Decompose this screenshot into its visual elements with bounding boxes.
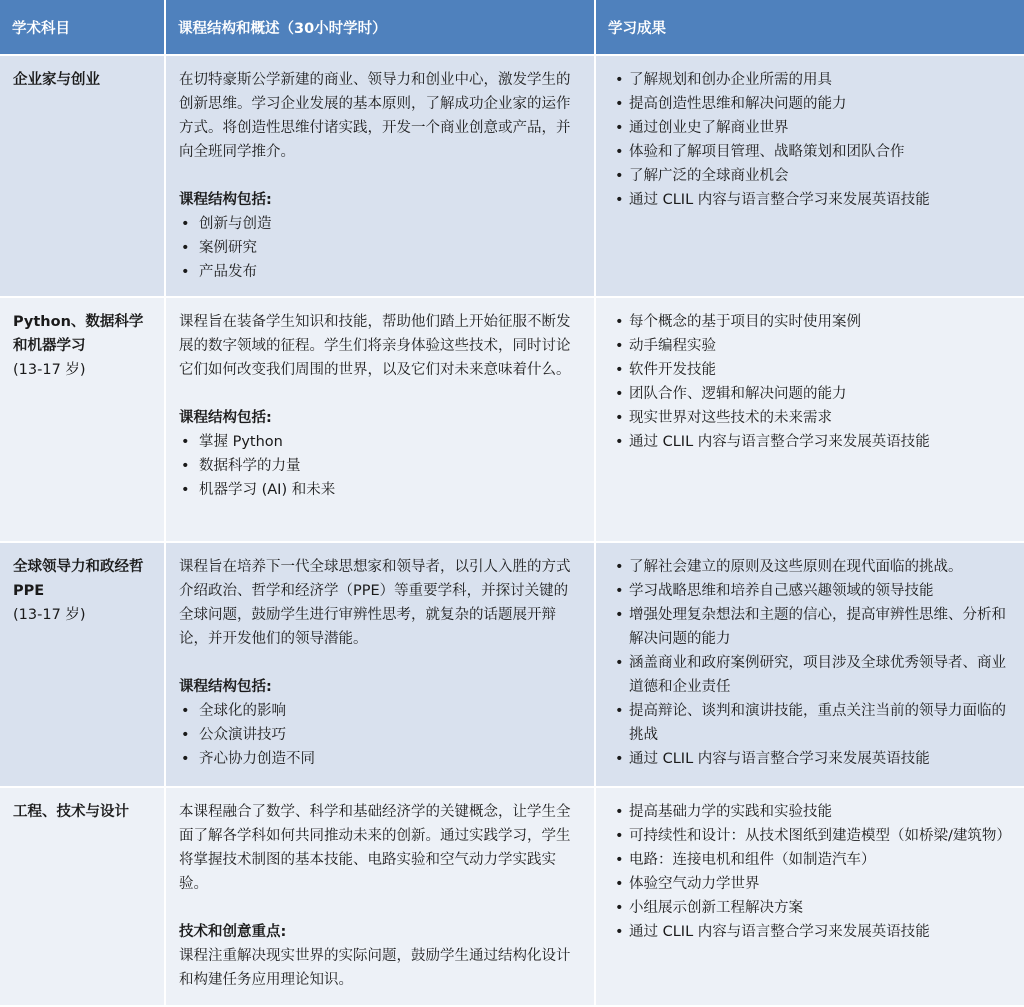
table-row bbox=[0, 55, 1024, 297]
outcome-item: • 通过 CLIL 内容与语言整合学习来发展英语技能 bbox=[609, 188, 1011, 212]
subject-cell bbox=[0, 787, 165, 1006]
structure-title: 课程结构包括: bbox=[179, 410, 272, 426]
header-subject: 学术科目 bbox=[0, 0, 165, 55]
outcome-item: • 涵盖商业和政府案例研究，项目涉及全球优秀领导者、商业道德和企业责任 bbox=[609, 651, 1011, 699]
outcome-item: • 通过创业史了解商业世界 bbox=[609, 116, 1011, 140]
subject-cell bbox=[0, 55, 165, 297]
outcome-item: • 体验空气动力学世界 bbox=[609, 872, 1011, 896]
subject-cell bbox=[0, 542, 165, 787]
overview-text: 在切特豪斯公学新建的商业、领导力和创业中心，激发学生的创新思维。学习企业发展的基本原则，了解成功企业家的运作方式。将创造性思维付诸实践，开发一个商业创意或产品，并向全班同学推介。 bbox=[179, 72, 571, 160]
subject-title: Python、数据科学和机器学习 bbox=[13, 314, 144, 354]
table-row bbox=[0, 542, 1024, 787]
outcome-item: • 学习战略思维和培养自己感兴趣领域的领导技能 bbox=[609, 579, 1011, 603]
structure-item: • 产品发布 bbox=[179, 260, 581, 284]
header-row bbox=[0, 0, 1024, 55]
outcomes-cell bbox=[595, 787, 1024, 1006]
outcome-item: • 提高基础力学的实践和实验技能 bbox=[609, 800, 1011, 824]
structure-item: • 全球化的影响 bbox=[179, 699, 581, 723]
overview-cell bbox=[165, 297, 595, 542]
outcomes-list bbox=[609, 800, 1011, 944]
outcome-item: • 小组展示创新工程解决方案 bbox=[609, 896, 1011, 920]
structure-list bbox=[179, 430, 581, 502]
outcomes-cell bbox=[595, 55, 1024, 297]
subject-title: 企业家与创业 bbox=[13, 72, 100, 88]
structure-item: • 掌握 Python bbox=[179, 430, 581, 454]
outcome-item: • 了解社会建立的原则及这些原则在现代面临的挑战。 bbox=[609, 555, 1011, 579]
structure-title: 技术和创意重点: bbox=[179, 924, 287, 940]
outcome-item: • 现实世界对这些技术的未来需求 bbox=[609, 406, 1011, 430]
outcome-item: • 电路：连接电机和组件（如制造汽车） bbox=[609, 848, 1011, 872]
structure-list bbox=[179, 699, 581, 771]
structure-title: 课程结构包括: bbox=[179, 192, 272, 208]
structure-item: • 齐心协力创造不同 bbox=[179, 747, 581, 771]
structure-item: • 案例研究 bbox=[179, 236, 581, 260]
subject-age: (13-17 岁) bbox=[13, 362, 86, 378]
overview-text: 课程旨在装备学生知识和技能，帮助他们踏上开始征服不断发展的数字领域的征程。学生们将亲身体验这些技术，同时讨论它们如何改变我们周围的世界，以及它们对未来意味着什么。 bbox=[179, 314, 571, 378]
subject-age: (13-17 岁) bbox=[13, 607, 86, 623]
header-overview: 课程结构和概述（30小时学时） bbox=[165, 0, 595, 55]
overview-cell bbox=[165, 542, 595, 787]
structure-title: 课程结构包括: bbox=[179, 679, 272, 695]
structure-list bbox=[179, 212, 581, 284]
outcome-item: • 可持续性和设计：从技术图纸到建造模型（如桥梁/建筑物） bbox=[609, 824, 1011, 848]
overview-text: 课程旨在培养下一代全球思想家和领导者，以引人入胜的方式介绍政治、哲学和经济学（PPE）等重要学科，并探讨关键的全球问题，鼓励学生进行审辨性思考，就复杂的话题展开辩论，并开发他们的领导潜能。 bbox=[179, 559, 571, 647]
subject-title: 工程、技术与设计 bbox=[13, 804, 129, 820]
outcomes-list bbox=[609, 555, 1011, 771]
outcomes-list bbox=[609, 68, 1011, 212]
table-row bbox=[0, 297, 1024, 542]
overview-text: 本课程融合了数学、科学和基础经济学的关键概念，让学生全面了解各学科如何共同推动未来的创新。通过实践学习，学生将掌握技术制图的基本技能、电路实验和空气动力学实践实验。 bbox=[179, 804, 571, 892]
outcome-item: • 每个概念的基于项目的实时使用案例 bbox=[609, 310, 1011, 334]
outcome-item: • 通过 CLIL 内容与语言整合学习来发展英语技能 bbox=[609, 747, 1011, 771]
outcome-item: • 提高辩论、谈判和演讲技能，重点关注当前的领导力面临的挑战 bbox=[609, 699, 1011, 747]
subject-title: 全球领导力和政经哲 PPE bbox=[13, 559, 144, 599]
structure-item: • 创新与创造 bbox=[179, 212, 581, 236]
outcome-item: • 动手编程实验 bbox=[609, 334, 1011, 358]
outcome-item: • 通过 CLIL 内容与语言整合学习来发展英语技能 bbox=[609, 920, 1011, 944]
overview-cell bbox=[165, 787, 595, 1006]
outcome-item: • 提高创造性思维和解决问题的能力 bbox=[609, 92, 1011, 116]
outcome-item: • 通过 CLIL 内容与语言整合学习来发展英语技能 bbox=[609, 430, 1011, 454]
outcome-item: • 体验和了解项目管理、战略策划和团队合作 bbox=[609, 140, 1011, 164]
header-outcomes: 学习成果 bbox=[595, 0, 1024, 55]
outcome-item: • 了解广泛的全球商业机会 bbox=[609, 164, 1011, 188]
structure-item: • 公众演讲技巧 bbox=[179, 723, 581, 747]
outcome-item: • 软件开发技能 bbox=[609, 358, 1011, 382]
outcome-item: • 增强处理复杂想法和主题的信心，提高审辨性思维、分析和解决问题的能力 bbox=[609, 603, 1011, 651]
overview-cell bbox=[165, 55, 595, 297]
structure-text: 课程注重解决现实世界的实际问题，鼓励学生通过结构化设计和构建任务应用理论知识。 bbox=[179, 948, 571, 988]
subject-cell bbox=[0, 297, 165, 542]
outcomes-cell bbox=[595, 297, 1024, 542]
structure-item: • 数据科学的力量 bbox=[179, 454, 581, 478]
table-row bbox=[0, 787, 1024, 1006]
outcomes-list bbox=[609, 310, 1011, 454]
structure-item: • 机器学习 (AI) 和未来 bbox=[179, 478, 581, 502]
outcome-item: • 了解规划和创办企业所需的用具 bbox=[609, 68, 1011, 92]
outcomes-cell bbox=[595, 542, 1024, 787]
outcome-item: • 团队合作、逻辑和解决问题的能力 bbox=[609, 382, 1011, 406]
